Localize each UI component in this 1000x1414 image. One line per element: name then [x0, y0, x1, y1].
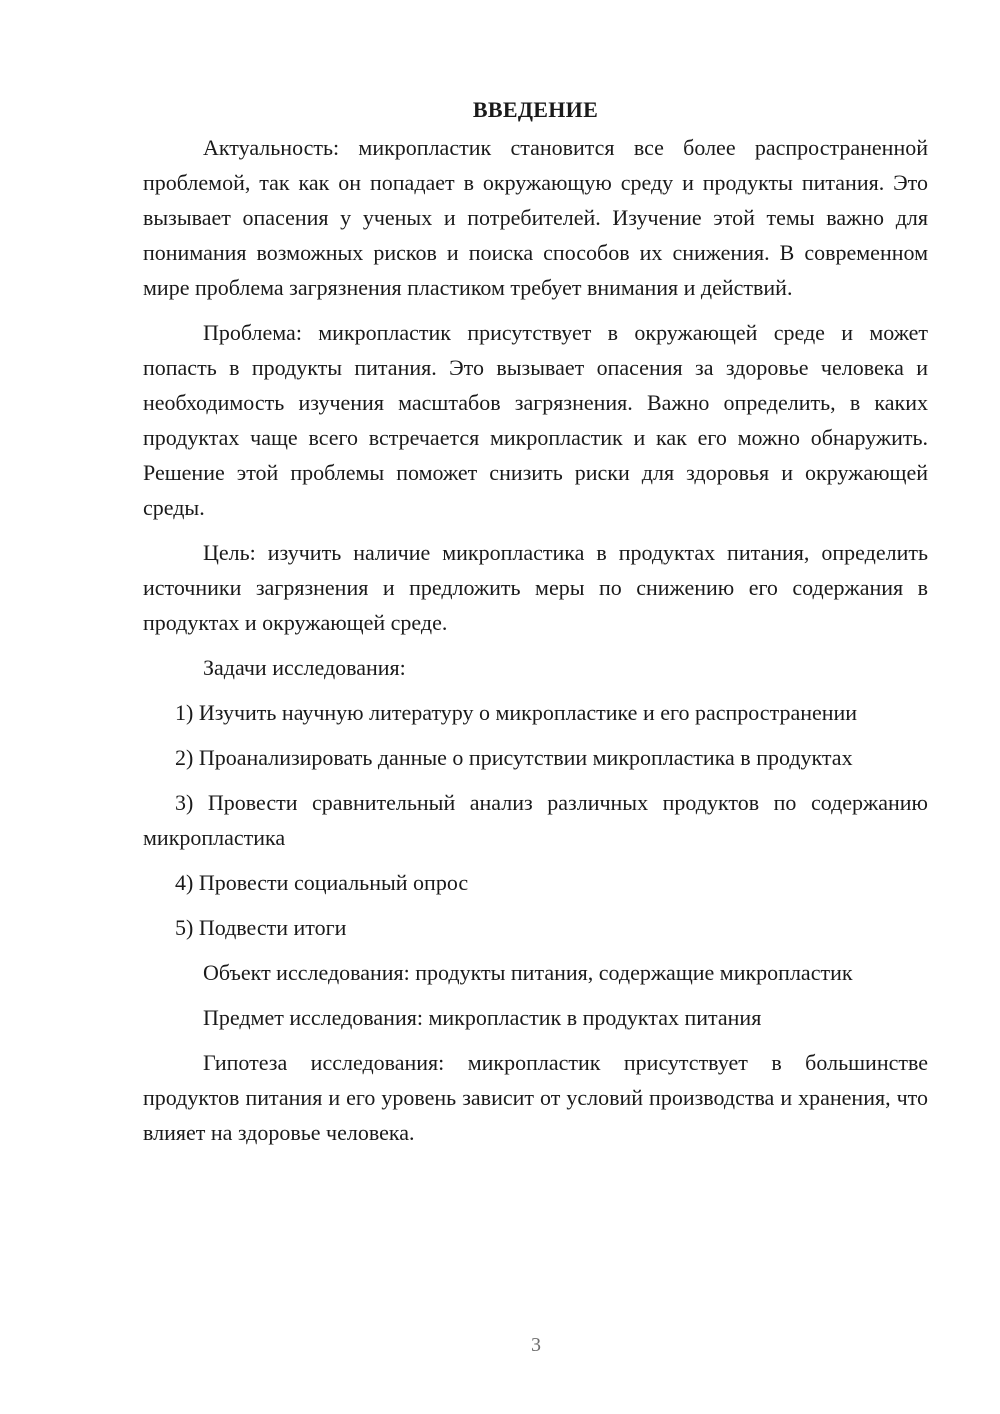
page-title: ВВЕДЕНИЕ: [472, 97, 599, 122]
tasks-heading: Задачи исследования:: [203, 655, 406, 680]
research-subject-paragraph: Предмет исследования: микропластик в продуктах питания: [203, 1005, 762, 1030]
page-number: 3: [531, 1334, 541, 1356]
task-item-1: 1) Изучить научную литературу о микропластике и его распространении: [175, 700, 858, 725]
task-item-2: 2) Проанализировать данные о присутствии микропластика в продуктах: [175, 745, 853, 770]
task-item-5: 5) Подвести итоги: [175, 915, 347, 940]
task-item-4: 4) Провести социальный опрос: [175, 870, 469, 895]
relevance-paragraph: Актуальность: микропластик становится все более распространенной проблемой, так как он попадает в окружающую среду и продукты питания. Это вызывает опасения у ученых и потребителей. Изучение этой темы важно для понимания возможных рисков и поиска способов их снижения. В современном мире проблема загрязнения пластиком требует внимания и действий.: [143, 135, 928, 300]
task-item-3: 3) Провести сравнительный анализ различных продуктов по содержанию микропластика: [143, 790, 928, 850]
problem-paragraph: Проблема: микропластик присутствует в окружающей среде и может попасть в продукты питания. Это вызывает опасения за здоровье человека и необходимость изучения масштабов загрязнения. Важно определить, в каких продуктах чаще всего встречается микропластик и как его можно обнаружить. Решение этой проблемы поможет снизить риски для здоровья и окружающей среды.: [143, 320, 928, 520]
hypothesis-paragraph: Гипотеза исследования: микропластик присутствует в большинстве продуктов питания и его уровень зависит от условий производства и хранения, что влияет на здоровье человека.: [143, 1050, 928, 1145]
document-page: [143, 92, 928, 1160]
research-object-paragraph: Объект исследования: продукты питания, содержащие микропластик: [203, 960, 853, 985]
goal-paragraph: Цель: изучить наличие микропластика в продуктах питания, определить источники загрязнения и предложить меры по снижению его содержания в продуктах и окружающей среде.: [143, 540, 928, 635]
